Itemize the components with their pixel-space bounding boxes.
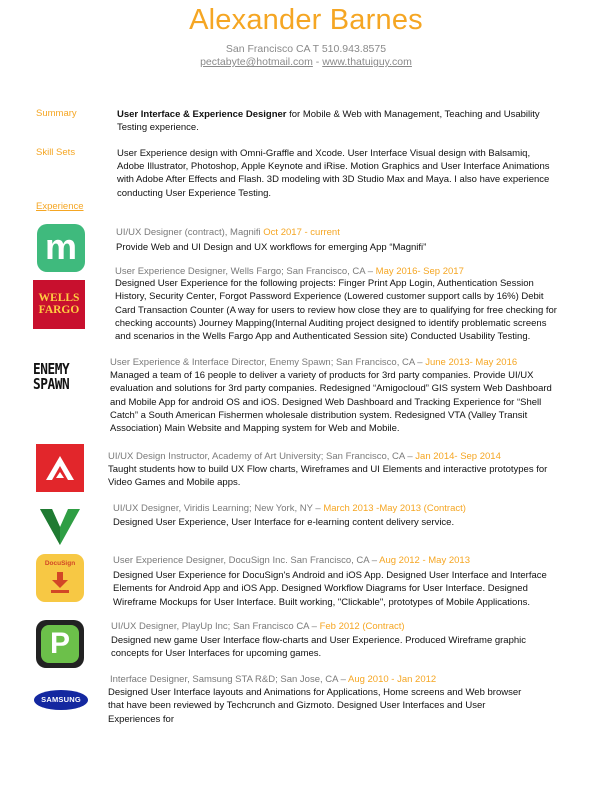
playup-logo-letter: P (49, 627, 70, 660)
magnifi-logo (37, 224, 85, 272)
job-desc-wells-fargo: Designed User Experience for the following projects: Finger Print App Login, Authentication Session History, Security Center, Forgot Password Experience (Lowered customer support calls by 16%) Debit Card Transaction Counter (A way for users to review how close they are to qualifying for free checking for checking accounts) Journey Mapping(Internal Auditing project designed to identify problematic screens and scenarios in the Wells Fargo App and Authenticated Session site) Conducted Usability Testing. (115, 278, 557, 343)
samsung-logo (33, 689, 89, 711)
job-desc-academy: Taught students how to build UX Flow charts, Wireframes and UI Elements and interactive prototypes for Video Games and Mobile apps. (108, 464, 548, 489)
wells-fargo-logo-line1: WELLS (38, 292, 80, 304)
job-dates: March 2013 -May 2013 (Contract) (323, 503, 466, 514)
job-header-academy (108, 451, 501, 462)
magnifi-logo-letter: m (44, 226, 77, 267)
docusign-logo (36, 554, 84, 602)
playup-logo (36, 620, 84, 668)
job-desc-docusign: Designed User Experience for DocuSign's Android and iOS App. Designed User Interface and Interface Elements for Android App and iOS App. Designed Workflow Diagrams for User Interface. Designed Wireframe Mockups for User Interface. Built working, "Clickable", prototypes of Mobile Applications. (113, 570, 547, 608)
job-dates: June 2013- May 2016 (425, 357, 518, 368)
location-phone: San Francisco CA T 510.943.8575 (225, 43, 387, 55)
job-title: UI/UX Designer, Viridis Learning; New York, NY – (113, 503, 324, 514)
summary-label: Summary (36, 108, 77, 119)
experience-label[interactable]: Experience (36, 201, 84, 212)
wells-fargo-logo-line2: FARGO (38, 304, 80, 316)
job-title: Interface Designer, Samsung STA R&D; San Jose, CA – (110, 674, 348, 685)
job-header-samsung (110, 674, 436, 685)
email-link[interactable]: pectabyte@hotmail.com (200, 56, 313, 68)
job-header-enemy-spawn (110, 357, 517, 368)
summary-body: for Mobile & Web with Management, Teaching and Usability Testing experience. (117, 109, 540, 133)
resume-name: Alexander Barnes (189, 4, 423, 36)
job-desc-enemy-spawn: Managed a team of 16 people to deliver a variety of products for 3rd party companies. Provide UI/UX evaluation and solutions for 3rd party companies. Redesigned “Amigocloud” GIS system Web Dashboard and Mobile App for android OS and iOS. Designed Web Dashboard and Tracking Experience for “Shell Catch” a South American Fishermen wholesale distribution system. Redesigned VTA (Valley Transit Association) Main Website and Mapping system for Web and Mobile. (110, 370, 552, 435)
job-header-viridis (113, 503, 466, 514)
docusign-logo-text: DocuSign (44, 560, 76, 567)
job-title: UI/UX Design Instructor, Academy of Art University; San Francisco, CA – (108, 451, 416, 462)
job-header-wells-fargo (115, 266, 464, 277)
academy-of-art-logo-graphic (36, 444, 84, 492)
summary-bold: User Interface & Experience Designer (117, 109, 287, 120)
job-title: UI/UX Designer (contract), Magnifi (116, 227, 264, 238)
job-dates: Oct 2017 - current (263, 227, 340, 238)
enemy-spawn-logo-line1: ENEMY (33, 360, 70, 378)
website-link[interactable]: www.thatuiguy.com (322, 56, 412, 68)
wells-fargo-logo-text (33, 292, 85, 316)
download-arrow-icon (48, 571, 72, 595)
job-title: User Experience Designer, Wells Fargo; San Francisco, CA – (115, 266, 376, 277)
samsung-logo-text: SAMSUNG (41, 695, 81, 704)
job-desc-playup: Designed new game User Interface flow-charts and User Experience. Produced Wireframe graphic concepts for User Interfaces for upcoming games. (111, 635, 527, 660)
job-title: User Experience & Interface Director, Enemy Spawn; San Francisco, CA – (110, 357, 426, 368)
contact-separator: - (312, 56, 323, 68)
enemy-spawn-logo-line2: SPAWN (33, 375, 70, 393)
job-desc-viridis: Designed User Experience, User Interface for e-learning content delivery service. (113, 517, 455, 528)
job-header-docusign (113, 555, 470, 566)
viridis-logo-graphic (38, 505, 82, 547)
job-header-playup (111, 621, 405, 632)
job-dates: Aug 2012 - May 2013 (379, 555, 470, 566)
enemy-spawn-logo (33, 362, 85, 394)
job-dates: Feb 2012 (Contract) (319, 621, 405, 632)
job-dates: Aug 2010 - Jan 2012 (347, 674, 437, 685)
skills-text: User Experience design with Omni-Graffle and Xcode. User Interface Visual design with Balsamiq, Adobe Illustrator, Photoshop, Apple Keynote and iRise. Motion Graphics and User Interface Animations with Adobe After Effects and Flash. 3D modeling with 3D Studio Max and Maya. I also have experience conducting User Experience Testing. (117, 148, 550, 199)
job-title: User Experience Designer, DocuSign Inc. San Francisco, CA – (113, 555, 380, 566)
summary-text (117, 108, 557, 134)
job-dates: Jan 2014- Sep 2014 (415, 451, 501, 462)
contact-links (0, 56, 612, 69)
viridis-logo (38, 505, 82, 547)
playup-logo-inner (41, 625, 79, 663)
job-title: UI/UX Designer, PlayUp Inc; San Francisco CA – (111, 621, 320, 632)
contact-block (0, 43, 612, 69)
job-header-magnifi (116, 227, 340, 238)
enemy-spawn-logo-text (33, 362, 77, 392)
job-desc-samsung: Designed User Interface layouts and Animations for Applications, Home screens and Web browser that have been reviewed by Techcrunch and Gizmoto. Designed User Interfaces and User Experiences for (108, 687, 522, 725)
skills-label: Skill Sets (36, 147, 76, 158)
job-dates: May 2016- Sep 2017 (375, 266, 464, 277)
wells-fargo-logo (33, 280, 85, 329)
job-desc-magnifi: Provide Web and UI Design and UX workflows for emerging App “Magnifi” (116, 242, 427, 253)
academy-of-art-logo (36, 444, 84, 492)
